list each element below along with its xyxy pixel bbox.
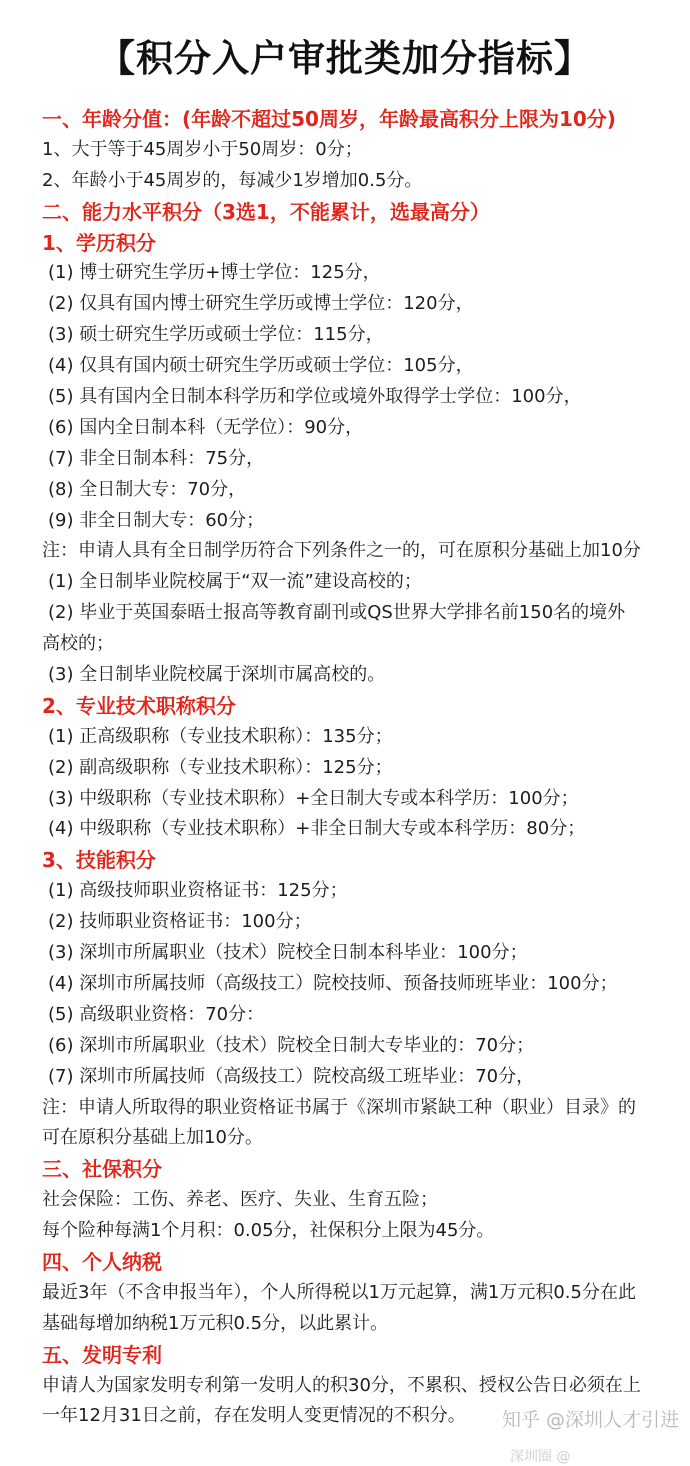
list-item: (7) 深圳市所属技师（高级技工）院校高级工班毕业：70分， xyxy=(48,1065,535,1087)
list-item: (4) 仅具有国内硕士研究生学历或硕士学位：105分， xyxy=(48,355,474,377)
subsection-heading: 3、技能积分 xyxy=(42,848,156,873)
list-item: (2) 仅具有国内博士研究生学历或博士学位：120分， xyxy=(48,293,474,315)
list-item: (3) 全日制毕业院校属于深圳市属高校的。 xyxy=(48,664,386,686)
list-item: (5) 高级职业资格：70分： xyxy=(48,1003,265,1025)
section-heading: 五、发明专利 xyxy=(42,1342,162,1367)
text-line: 2、年龄小于45周岁的，每减少1岁增加0.5分。 xyxy=(42,169,423,191)
text-line: 最近3年（不含申报当年），个人所得税以1万元起算，满1万元积0.5分在此 xyxy=(42,1281,636,1303)
text-line: 高校的； xyxy=(42,633,114,655)
list-item: (1) 博士研究生学历+博士学位：125分， xyxy=(48,262,381,284)
list-item: (4) 中级职称（专业技术职称）+非全日制大专或本科学历：80分； xyxy=(48,818,586,840)
text-line: 每个险种每满1个月积：0.05分，社保积分上限为45分。 xyxy=(42,1220,495,1242)
list-item: (6) 国内全日制本科（无学位）：90分， xyxy=(48,416,364,438)
text-line: 申请人为国家发明专利第一发明人的积30分，不累积、授权公告日必须在上 xyxy=(42,1374,641,1396)
list-item: (7) 非全日制本科：75分， xyxy=(48,447,265,469)
watermark-bottom: 深圳圈 @ xyxy=(510,1449,571,1465)
section-heading: 四、个人纳税 xyxy=(42,1249,162,1274)
list-item: (1) 高级技师职业资格证书：125分； xyxy=(48,880,348,902)
list-item: (2) 副高级职称（专业技术职称）：125分； xyxy=(48,756,393,778)
list-item: (3) 深圳市所属职业（技术）院校全日制本科毕业：100分； xyxy=(48,942,528,964)
list-item: (6) 深圳市所属职业（技术）院校全日制大专毕业的：70分； xyxy=(48,1034,535,1056)
page-title: 【积分入户审批类加分指标】 xyxy=(98,37,592,80)
section-heading: 三、社保积分 xyxy=(42,1157,162,1182)
watermark: 知乎 @深圳人才引进 xyxy=(502,1409,680,1431)
section-heading: 一、年龄分值：(年龄不超过50周岁，年龄最高积分上限为10分) xyxy=(42,107,616,131)
list-item: (3) 硕士研究生学历或硕士学位：115分， xyxy=(48,324,384,346)
list-item: (2) 技师职业资格证书：100分； xyxy=(48,911,312,933)
list-item: (8) 全日制大专：70分， xyxy=(48,478,247,500)
subsection-heading: 1、学历积分 xyxy=(42,230,156,255)
list-item: (1) 全日制毕业院校属于“双一流”建设高校的； xyxy=(48,571,422,593)
list-item: (1) 正高级职称（专业技术职称）：135分； xyxy=(48,725,393,747)
list-item: (2) 毕业于英国泰晤士报高等教育副刊或QS世界大学排名前150名的境外 xyxy=(48,602,626,624)
text-line: 注：申请人所取得的职业资格证书属于《深圳市紧缺工种（职业）目录》的 xyxy=(42,1096,636,1118)
subsection-heading: 2、专业技术职称积分 xyxy=(42,693,236,718)
list-item: (9) 非全日制大专：60分； xyxy=(48,509,265,531)
text-line: 社会保险：工伤、养老、医疗、失业、生育五险； xyxy=(42,1189,438,1211)
list-item: (5) 具有国内全日制本科学历和学位或境外取得学士学位：100分， xyxy=(48,386,582,408)
section-heading: 二、能力水平积分（3选1，不能累计，选最高分） xyxy=(42,199,490,224)
document-body xyxy=(0,104,690,1432)
text-line: 注：申请人具有全日制学历符合下列条件之一的，可在原积分基础上加10分 xyxy=(42,540,641,562)
text-line: 可在原积分基础上加10分。 xyxy=(42,1127,263,1149)
list-item: (4) 深圳市所属技师（高级技工）院校技师、预备技师班毕业：100分； xyxy=(48,972,618,994)
text-line: 基础每增加纳税1万元积0.5分，以此累计。 xyxy=(42,1312,389,1334)
text-line: 1、大于等于45周岁小于50周岁：0分； xyxy=(42,138,363,160)
list-item: (3) 中级职称（专业技术职称）+全日制大专或本科学历：100分； xyxy=(48,787,579,809)
text-line: 一年12月31日之前，存在发明人变更情况的不积分。 xyxy=(42,1405,466,1427)
